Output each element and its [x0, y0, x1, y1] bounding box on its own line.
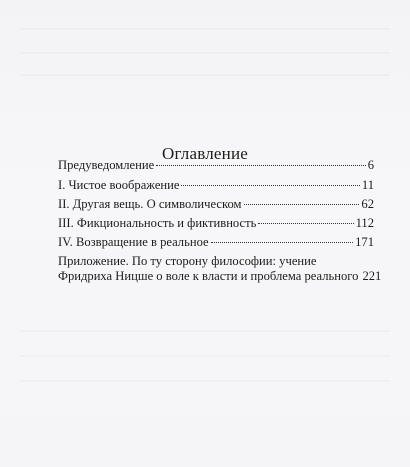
toc-entry-label: Приложение. По ту сторону философии: учение — [58, 254, 317, 268]
toc-entry-label: II. Другая вещь. О символическом — [58, 197, 242, 211]
toc-entry-page: 62 — [361, 197, 374, 211]
toc-entry — [58, 158, 374, 174]
toc-entry-label: Предуведомление — [58, 158, 155, 172]
dot-leader — [258, 223, 353, 224]
toc-title: Оглавление — [162, 144, 248, 163]
toc-entry-page: 6 — [367, 158, 374, 172]
toc-entry — [58, 216, 374, 232]
toc-entry — [58, 235, 374, 251]
bleed-through-line — [20, 380, 390, 382]
bleed-through-line — [20, 52, 390, 54]
toc-entry-page: 171 — [355, 235, 374, 249]
toc-entry-page: 11 — [361, 178, 374, 192]
dot-leader — [211, 242, 353, 243]
toc-entry — [58, 197, 374, 213]
toc-entry — [58, 178, 374, 194]
bleed-through-line — [20, 28, 390, 30]
dot-leader — [156, 165, 366, 166]
dot-leader — [181, 185, 359, 186]
dot-leader — [244, 204, 360, 205]
toc-entry-label: IV. Возвращение в реальное — [58, 235, 209, 249]
bleed-through-line — [20, 330, 390, 332]
toc-entry-label: III. Фикциональность и фиктивность — [58, 216, 257, 230]
toc-entry-label: Фридриха Ницше о воле к власти и проблема реального — [58, 269, 359, 283]
bleed-through-line — [20, 355, 390, 357]
bleed-through-line — [20, 74, 390, 76]
toc-entry-page: 221 — [362, 269, 382, 283]
toc-entry-label: I. Чистое воображение — [58, 178, 180, 192]
toc-entry-appendix — [58, 254, 382, 288]
toc-entry-page: 112 — [355, 216, 374, 230]
